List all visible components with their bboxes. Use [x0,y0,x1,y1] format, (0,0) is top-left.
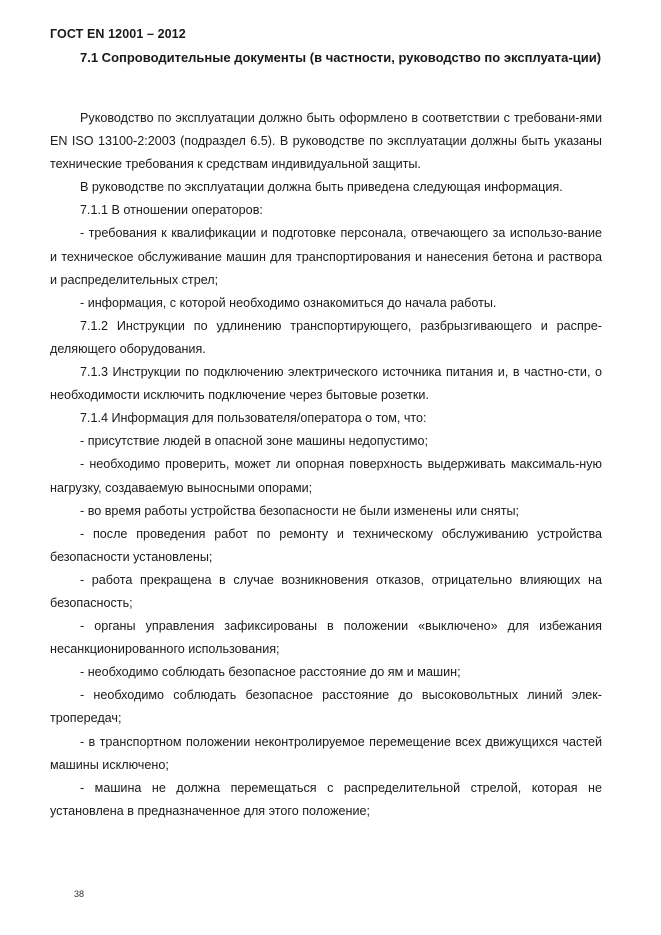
paragraph: 7.1.1 В отношении операторов: [80,203,263,218]
paragraph: В руководстве по эксплуатации должна быть приведена следующая информация. [80,180,563,195]
paragraph: Руководство по эксплуатации должно быть оформлено в соответствии с требовани-ями EN ISO 13100-2:2003 (подраздел 6.5). В руководстве по эксплуатации должны быть указаны технические требования к средствам индивидуальной защиты. [50,111,602,172]
list-item: - в транспортном положении неконтролируемое перемещение всех движущихся частей машины исключено; [50,734,602,772]
body-text [50,107,602,823]
page-number: 38 [74,889,85,899]
list-item: - необходимо проверить, может ли опорная поверхность выдерживать максималь-ную нагрузку, создаваемую выносными опорами; [50,457,602,495]
list-item: - органы управления зафиксированы в положении «выключено» для избежания несанкционированного использования; [50,619,602,657]
paragraph: 7.1.4 Информация для пользователя/оператора о том, что: [80,411,427,426]
standard-header: ГОСТ EN 12001 – 2012 [50,27,186,41]
list-item: - необходимо соблюдать безопасное расстояние до высоковольтных линий элек-тропередач; [50,688,602,726]
list-item: - требования к квалификации и подготовке персонала, отвечающего за использо-вание и техническое обслуживание машин для транспортирования и нанесения бетона и раствора и распределительных стрел; [50,226,602,287]
list-item: - после проведения работ по ремонту и техническому обслуживанию устройства безопасности установлены; [50,526,602,564]
paragraph: 7.1.3 Инструкции по подключению электрического источника питания и, в частно-сти, о необходимости исключить подключение через бытовые розетки. [50,365,602,403]
list-item: - присутствие людей в опасной зоне машины недопустимо; [80,434,428,449]
list-item: - информация, с которой необходимо ознакомиться до начала работы. [80,295,497,310]
list-item: - необходимо соблюдать безопасное расстояние до ям и машин; [80,665,461,680]
list-item: - во время работы устройства безопасности не были изменены или сняты; [80,503,520,518]
list-item: - машина не должна перемещаться с распределительной стрелой, которая не установлена в предназначенное для этого положение; [50,780,602,818]
section-title: 7.1 Сопроводительные документы (в частности, руководство по эксплуата-ции) [80,50,602,65]
list-item: - работа прекращена в случае возникновения отказов, отрицательно влияющих на безопасность; [50,572,602,610]
paragraph: 7.1.2 Инструкции по удлинению транспортирующего, разбрызгивающего и распре-деляющего оборудования. [50,318,602,356]
